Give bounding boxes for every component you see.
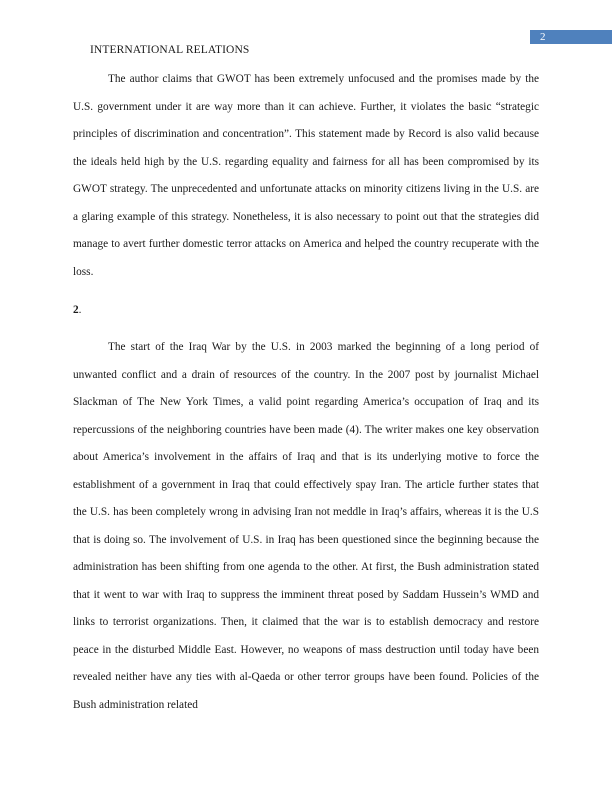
body-paragraph: The author claims that GWOT has been extremely unfocused and the promises made by the U.S. government under it are way more than it can achieve. Further, it violates the basic “strategic principles of discrimination and concentration”. This statement made by Record is also valid because the ideals held high by the U.S. regarding equality and fairness for all has been compromised by its GWOT strategy. The unprecedented and unfortunate attacks on minority citizens living in the U.S. are a glaring example of this strategy. Nonetheless, it is also necessary to point out that the strategies did manage to avert further domestic terror attacks on America and helped the country recuperate with the loss.	[73, 73, 539, 278]
section-number: 2	[73, 304, 79, 316]
body-paragraph: The start of the Iraq War by the U.S. in 2003 marked the beginning of a long period of unwanted conflict and a drain of resources of the country. In the 2007 post by journalist Michael Slackman of The New York Times, a valid point regarding America’s occupation of Iraq and its repercussions of the neighboring countries have been made (4). The writer makes one key observation about America’s involvement in the affairs of Iraq and that is its underlying motive to force the establishment of a government in Iraq that could effectively spay Iran. The article further states that the U.S. has been completely wrong in advising Iran not meddle in Iraq’s affairs, whereas it is the U.S that is doing so. The involvement of U.S. in Iraq has been questioned since the beginning because the administration has been shifting from one agenda to the other. At first, the Bush administration stated that it went to war with Iraq to suppress the imminent threat posed by Saddam Hussein’s WMD and links to terrorist organizations. Then, it claimed that the war is to establish democracy and restore peace in the disturbed Middle East. However, no weapons of mass destruction until today have been revealed neither have any ties with al-Qaeda or other terror groups have been found. Policies of the Bush administration related	[73, 341, 539, 711]
section-heading	[73, 300, 81, 320]
page-number-badge	[530, 30, 612, 44]
section-period: .	[78, 304, 82, 316]
body-paragraph-1-block	[73, 66, 539, 286]
body-paragraph-2-block	[73, 334, 539, 719]
running-head: INTERNATIONAL RELATIONS	[90, 44, 250, 56]
page-number: 2	[540, 31, 546, 43]
